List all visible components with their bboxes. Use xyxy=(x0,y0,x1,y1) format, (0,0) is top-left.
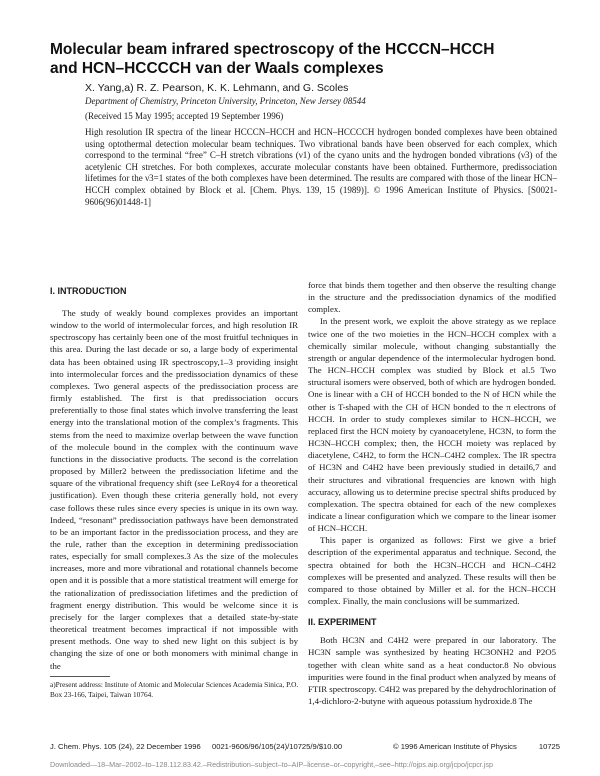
right-column xyxy=(308,279,556,707)
body-paragraph: In the present work, we exploit the above strategy as we replace twice one of the two moieties in the HCN–HCCH complex with a chemically similar molecule, without changing substantially the strength or angular dependence of the intermolecular hydrogen bond. The HCN–HCCH complex was studied by Block et al.5 Two structural isomers were observed, both of which are hydrogen bonded. One is linear with a CH of HCCH bonded to the N of HCN while the other is T-shaped with the CH of HCN bonded to the π electrons of HCCH. In order to study complexes similar to HCN–HCCH, we replaced first the HCN moiety by cyanoacetylene, HC3N, to form the HC3N–HCCH complex; then, the HCCH moiety was replaced by diacetylene, C4H2, to form the HCN–C4H2 complex. The IR spectra of HC3N and C4H2 have been previously studied in detail6,7 and their structures and vibrational frequencies are known with high accuracy, allowing us to determine precise spectral shifts produced by complexation. The spectra obtained for each of the new complexes indicate a linear configuration which we compare to the linear isomer of HCN–HCCH. xyxy=(308,316,556,534)
page-number: 10725 xyxy=(538,742,560,751)
journal-citation: J. Chem. Phys. 105 (24), 22 December 1996 xyxy=(50,742,201,751)
section-heading-introduction: I. INTRODUCTION xyxy=(50,286,127,296)
body-paragraph: Both HC3N and C4H2 were prepared in our laboratory. The HC3N sample was synthesized by heating HC3ONH2 and P2O5 together with clean white sand as a heat conductor.8 No obvious impurities were found in the final product when analyzed by means of FTIR spectroscopy. C4H2 was prepared by the dehydrochlorination of 1,4-dichloro-2-butyne with aqueous potassium hydroxide.8 The xyxy=(308,635,556,706)
section-heading-experiment: II. EXPERIMENT xyxy=(308,617,377,628)
abstract: High resolution IR spectra of the linear HCCCN–HCCH and HCN–HCCCCH hydrogen bonded complexes have been obtained using optothermal detection molecular beam techniques. Two vibrational bands have been observed for each complex, which correspond to the terminal “free” C–H stretch vibrations (ν1) of the cyano units and the hydrogen bonded vibrations (ν3) of the acetylenic CH stretches. For both complexes, accurate molecular constants have been obtained. Furthermore, predissociation lifetimes for the ν3=1 states of the both complexes have been determined. The results are compared with those of the linear HCN–HCCH complex obtained by Block et al. [Chem. Phys. 139, 15 (1989)]. © 1996 American Institute of Physics. [S0021-9606(96)01448-1] xyxy=(85,127,557,207)
footnote-divider xyxy=(50,676,110,677)
body-paragraph: The study of weakly bound complexes provides an important window to the world of intermolecular forces, and high resolution IR spectroscopy has certainly been one of the most fruitful techniques in this area. During the last decade or so, a large body of experimental data has been obtained using IR spectroscopy,1–3 providing insight into intermolecular forces and the predissociation dynamics of these complexes. Two general aspects of the predissociation process are firmly established. The first is that predissociation occurs preferentially to those final states which involve transferring the least energy into the translational motion of the complex’s fragments. This stems from the need to maximize overlap between the wave function of the molecule bound in the complex with the continuum wave functions in the dissociative products. The second is the correlation proposed by Miller2 between the predissociation lifetime and the square of the vibrational frequency shift (see LeRoy4 for a theoretical justification). Even though these criteria generally hold, not every case follows these rules since every species is unique in its own way. Indeed, “resonant” predissociation pathways have been demonstrated to be an important factor in the predissociation process, and they are the rule, rather than the exception in determining predissociation rates, especially for small complexes.3 As the size of the molecules increases, more and more vibrational and rotational channels become open and it is possible that a more statistical treatment will emerge for the rationalization of predissociation lifetimes and the prediction of fragment energy distribution. This would be welcome since it is precisely for the larger complexes that a detailed state-by-state theoretical treatment becomes impractical if not impossible with present methods. One way to shed new light on this subject is by changing the size of one or both monomers with minimal change in the xyxy=(50,308,298,671)
author-affiliation: Department of Chemistry, Princeton University, Princeton, New Jersey 08544 xyxy=(85,96,366,106)
received-dates: (Received 15 May 1995; accepted 19 September 1996) xyxy=(85,111,284,121)
copyright-notice: © 1996 American Institute of Physics xyxy=(393,742,517,751)
body-paragraph: force that binds them together and then observe the resulting change in the structure and the predissociation dynamics of the modified complex. xyxy=(308,280,556,315)
article-code: 0021-9606/96/105(24)/10725/9/$10.00 xyxy=(212,742,343,751)
author-list: X. Yang,a) R. Z. Pearson, K. K. Lehmann, and G. Scoles xyxy=(85,82,349,94)
left-column xyxy=(50,285,298,672)
download-notice: Downloaded—18–Mar–2002–to–128.112.83.42.–Redistribution–subject–to–AIP–license–or–copyright,–see–http://ojps.aip.org/jcpo/jcpcr.jsp xyxy=(50,760,493,769)
page-footer xyxy=(50,741,560,753)
footnote: a)Present address: Institute of Atomic and Molecular Sciences Academia Sinica, P.O. Box 23-166, Taipei, Taiwan 10764. xyxy=(50,680,299,699)
article-title: Molecular beam infrared spectroscopy of the HCCCN–HCCH and HCN–HCCCCH van der Waals complexes xyxy=(50,41,495,77)
body-paragraph: This paper is organized as follows: First we give a brief description of the experimental apparatus and technique. Second, the spectra obtained for both the HC3N–HCCH and HCN–C4H2 complexes will be presented and analyzed. These results will then be compared to those obtained by Miller et al. for the HCN–HCCH complex. Finally, the main conclusions will be summarized. xyxy=(308,535,556,607)
